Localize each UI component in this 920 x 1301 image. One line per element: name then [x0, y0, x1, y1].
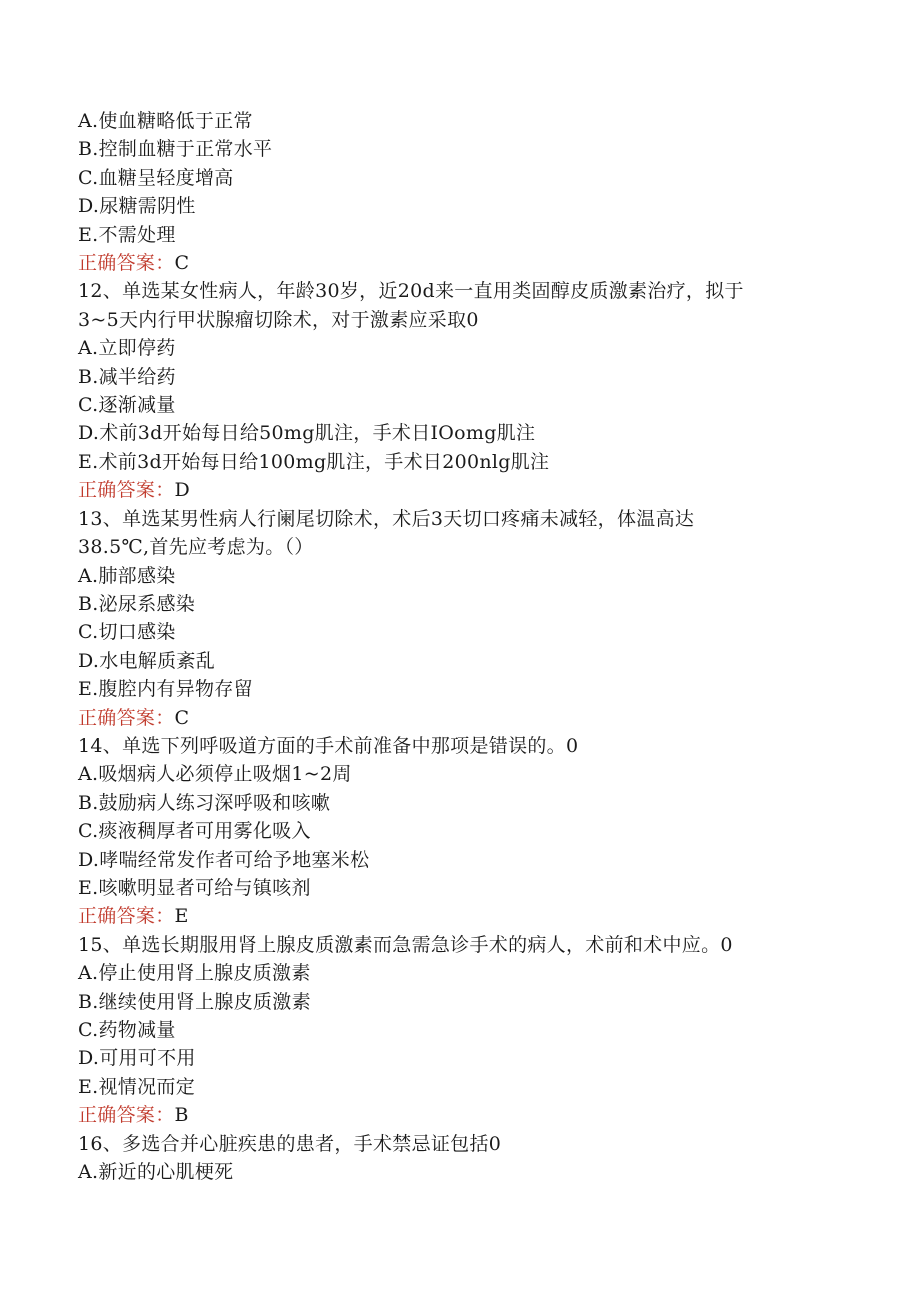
correct-answer-label: 正确答案：	[78, 252, 175, 275]
correct-answer-value: D	[174, 479, 191, 502]
document-page	[78, 107, 838, 1186]
correct-answer-label: 正确答案：	[78, 905, 175, 928]
answer-option: C.血糖呈轻度增高	[78, 166, 234, 189]
correct-answer-value: C	[174, 252, 190, 275]
answer-option: D.尿糖需阴性	[78, 195, 196, 218]
answer-option: D.哮喘经常发作者可给予地塞米松	[78, 848, 370, 871]
question-text: 16、多选合并心脏疾患的患者，手术禁忌证包括0	[78, 1132, 502, 1155]
answer-option: B.减半给药	[78, 365, 176, 388]
answer-option: B.继续使用肾上腺皮质激素	[78, 990, 311, 1013]
correct-answer	[78, 476, 838, 504]
correct-answer-label: 正确答案：	[78, 479, 175, 502]
answer-option: A.吸烟病人必须停止吸烟1~2周	[78, 763, 352, 786]
correct-answer-label: 正确答案：	[78, 1104, 175, 1127]
answer-option: B.控制血糖于正常水平	[78, 138, 273, 161]
correct-answer	[78, 249, 838, 277]
question-text: 13、单选某男性病人行阑尾切除术，术后3天切口疼痛未减轻，体温高达	[78, 507, 695, 530]
answer-option: E.不需处理	[78, 223, 176, 246]
answer-option: E.术前3d开始每日给100mg肌注，手术日200nlg肌注	[78, 450, 550, 473]
correct-answer	[78, 902, 838, 930]
answer-option: C.药物减量	[78, 1019, 176, 1041]
answer-option: B.鼓励病人练习深呼吸和咳嗽	[78, 791, 331, 814]
answer-option: A.使血糖略低于正常	[78, 110, 253, 132]
correct-answer-value: E	[174, 905, 189, 928]
answer-option: A.新近的心肌梗死	[78, 1161, 234, 1184]
question-text: 14、单选下列呼吸道方面的手术前准备中那项是错误的。0	[78, 734, 579, 757]
question-text: 15、单选长期服用肾上腺皮质激素而急需急诊手术的病人，术前和术中应。0	[78, 933, 733, 956]
answer-option: D.可用可不用	[78, 1047, 196, 1070]
answer-option: E.咳嗽明显者可给与镇咳剂	[78, 876, 311, 899]
answer-option: E.腹腔内有异物存留	[78, 678, 253, 701]
answer-option: D.水电解质紊乱	[78, 649, 215, 672]
answer-option: A.停止使用肾上腺皮质激素	[78, 962, 311, 985]
question-text: 3~5天内行甲状腺瘤切除术，对于激素应采取0	[78, 308, 479, 331]
answer-option: C.痰液稠厚者可用雾化吸入	[78, 820, 311, 843]
answer-option: C.切口感染	[78, 621, 176, 644]
answer-option: B.泌尿系感染	[78, 592, 196, 615]
answer-option: A.肺部感染	[78, 564, 176, 587]
correct-answer	[78, 704, 838, 732]
correct-answer-value: C	[174, 706, 190, 729]
answer-option: A.立即停药	[78, 337, 176, 360]
question-text: 12、单选某女性病人，年龄30岁，近20d来一直用类固醇皮质激素治疗，拟于	[78, 280, 744, 303]
correct-answer-label: 正确答案：	[78, 706, 175, 729]
answer-option: E.视情况而定	[78, 1075, 196, 1098]
correct-answer	[78, 1101, 838, 1129]
answer-option: D.术前3d开始每日给50mg肌注，手术日IOomg肌注	[78, 422, 536, 445]
answer-option: C.逐渐减量	[78, 394, 176, 417]
correct-answer-value: B	[174, 1104, 189, 1127]
question-text: 38.5℃,首先应考虑为。（）	[78, 536, 314, 559]
